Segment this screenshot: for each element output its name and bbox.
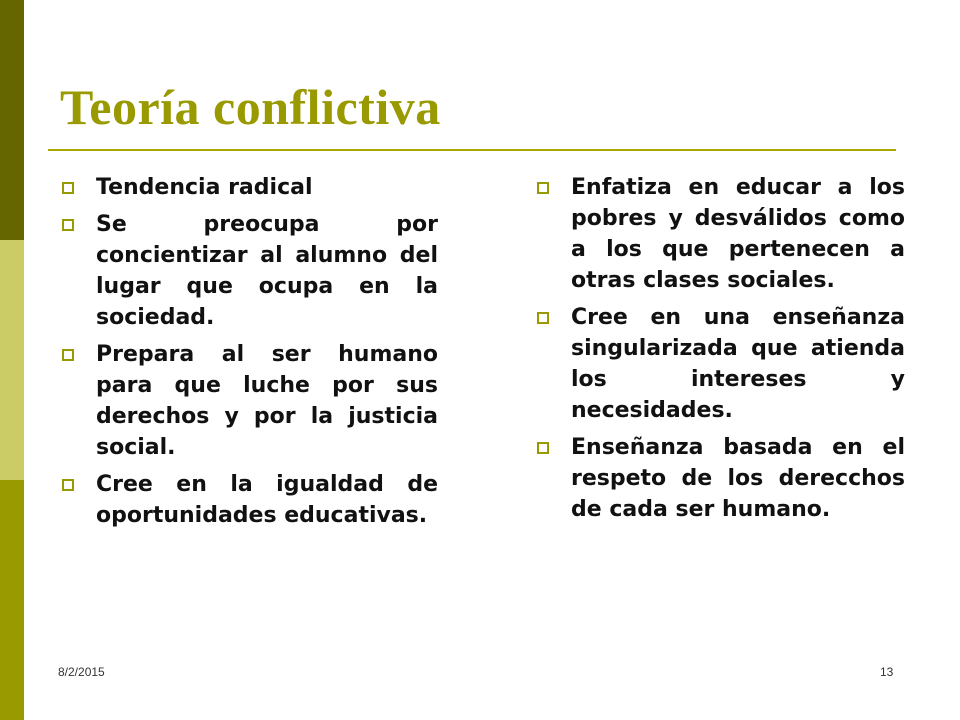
bullet-item — [60, 469, 438, 531]
footer-date: 8/2/2015 — [58, 665, 105, 679]
left-column — [60, 172, 438, 537]
left-decorative-bar — [0, 0, 24, 720]
square-bullet-icon — [537, 182, 549, 194]
bullet-item — [535, 432, 905, 525]
square-bullet-icon — [537, 442, 549, 454]
bullet-item — [60, 209, 438, 333]
bullet-item — [60, 172, 438, 203]
bullet-text: Prepara al ser humano para que luche por sus derechos y por la justicia social. — [96, 342, 438, 460]
right-column — [535, 172, 905, 531]
bullet-text: Cree en una enseñanza singularizada que atienda los intereses y necesidades. — [571, 305, 905, 423]
title-divider — [48, 149, 896, 151]
square-bullet-icon — [537, 312, 549, 324]
square-bullet-icon — [62, 182, 74, 194]
bar-segment-light — [0, 240, 24, 480]
bullet-text: Tendencia radical — [96, 175, 313, 200]
bullet-text: Enseñanza basada en el respeto de los derecchos de cada ser humano. — [571, 435, 905, 522]
bullet-text: Enfatiza en educar a los pobres y desválidos como a los que pertenecen a otras clases sociales. — [571, 175, 905, 293]
square-bullet-icon — [62, 479, 74, 491]
square-bullet-icon — [62, 349, 74, 361]
bar-segment-dark — [0, 0, 24, 240]
footer-page-number: 13 — [880, 665, 894, 679]
bar-segment-medium — [0, 480, 24, 720]
slide-title: Teoría conflictiva — [60, 79, 441, 135]
bullet-text: Se preocupa por concientizar al alumno del lugar que ocupa en la sociedad. — [96, 212, 438, 330]
bullet-item — [535, 302, 905, 426]
bullet-item — [60, 339, 438, 463]
bullet-text: Cree en la igualdad de oportunidades educativas. — [96, 472, 438, 528]
bullet-item — [535, 172, 905, 296]
square-bullet-icon — [62, 219, 74, 231]
